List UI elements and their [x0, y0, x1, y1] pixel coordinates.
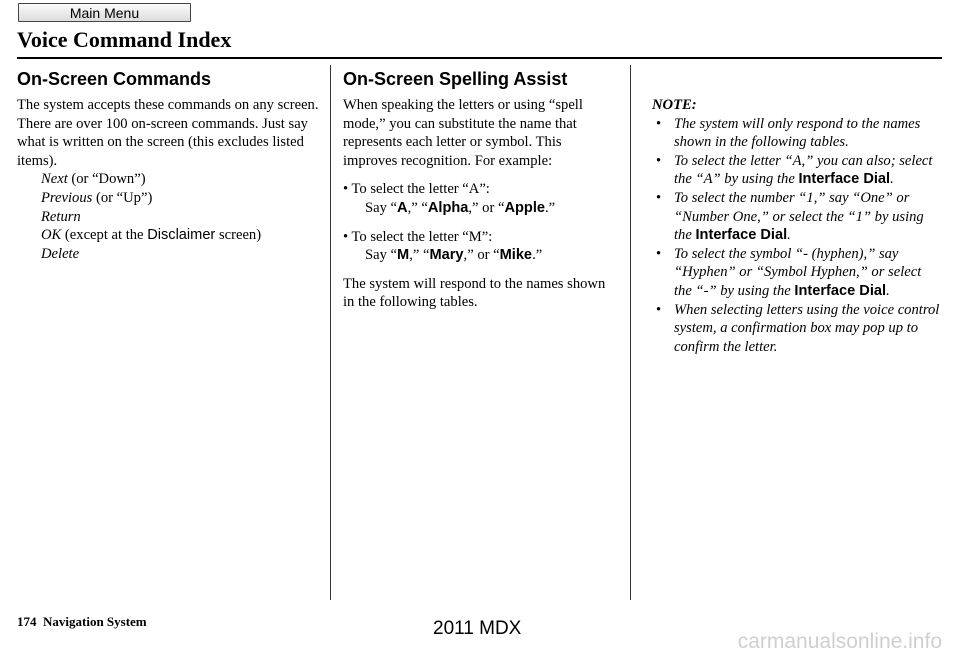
letter-m-bullet: • To select the letter “M”: Say “M,” “Mary,” or “Mike.” [343, 228, 543, 264]
command-item: Delete [41, 245, 80, 262]
spelling-assist-heading: On-Screen Spelling Assist [343, 69, 568, 89]
spelling-assist-intro: When speaking the letters or using “spell mode,” you can substitute the name that represents each letter or symbol. This improves recognition. For example: [343, 97, 583, 169]
command-item: OK (except at the Disclaimer screen) [41, 227, 262, 244]
command-item: Next (or “Down”) [41, 171, 146, 188]
column-divider-2 [630, 65, 631, 600]
command-item: Return [41, 208, 81, 225]
note-item: • To select the symbol “- (hyphen),” say “Hyphen” or “Symbol Hyphen,” or select the “-” by using the Interface Dial. [652, 245, 942, 301]
page-footer [17, 614, 147, 630]
command-list [17, 170, 323, 263]
on-screen-commands-intro: The system accepts these commands on any screen. There are over 100 on-screen commands. Just say what is written on the screen (this excludes listed items). [17, 97, 319, 169]
footer-section: Navigation System [43, 614, 147, 629]
note-item: • To select the letter “A,” you can also; select the “A” by using the Interface Dial. [652, 152, 942, 189]
notes-column [652, 96, 942, 356]
spelling-assist-outro: The system will respond to the names shown in the following tables. [343, 275, 606, 311]
on-screen-commands-heading: On-Screen Commands [17, 69, 212, 89]
page-number: 174 [17, 614, 37, 629]
main-menu-button[interactable]: Main Menu [18, 3, 191, 22]
model-label: 2011 MDX [433, 618, 522, 639]
watermark: carmanualsonline.info [737, 630, 942, 653]
page-title: Voice Command Index [17, 27, 232, 52]
spelling-assist-column [343, 68, 619, 312]
column-divider-1 [330, 65, 331, 600]
note-item: • When selecting letters using the voice control system, a confirmation box may pop up to confirm the letter. [652, 301, 942, 357]
notes-list [652, 115, 942, 357]
command-item: Previous (or “Up”) [41, 189, 153, 206]
on-screen-commands-column [17, 68, 323, 263]
title-rule [17, 57, 942, 59]
note-item: • To select the number “1,” say “One” or “Number One,” or select the “1” by using the Interface Dial. [652, 189, 942, 245]
note-item: • The system will only respond to the names shown in the following tables. [652, 115, 942, 152]
note-heading: NOTE: [652, 97, 697, 113]
letter-a-bullet: • To select the letter “A”: Say “A,” “Alpha,” or “Apple.” [343, 181, 556, 216]
